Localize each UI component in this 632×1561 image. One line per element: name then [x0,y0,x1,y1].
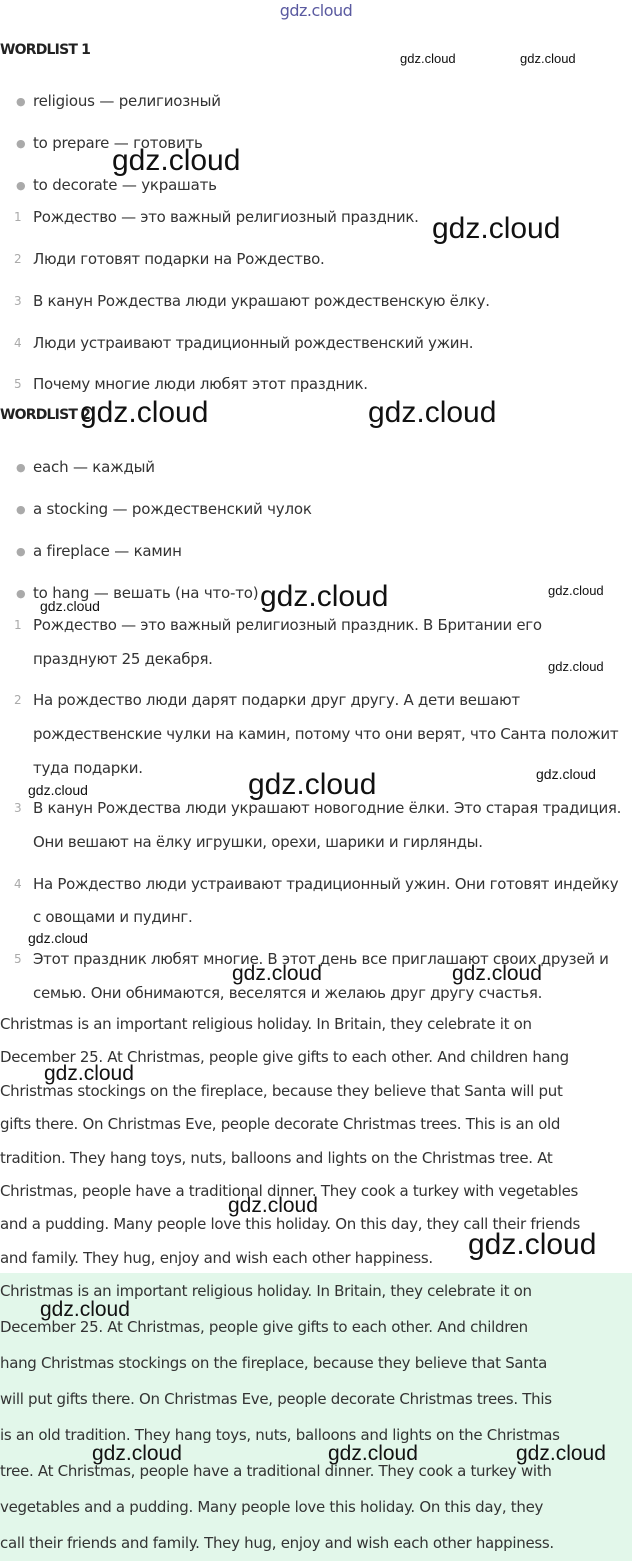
word-item: religious — религиозный [33,92,221,110]
sentence-line: с овощами и пудинг. [33,908,193,926]
answer-line: Christmas stockings on the fireplace, because they believe that Santa will put [0,1082,563,1100]
bullet-dot: ● [16,95,26,108]
sentence-line: В канун Рождества люди украшают новогодние ёлки. Это старая традиция. [33,799,622,817]
bullet-dot: ● [16,137,26,150]
bullet-dot: ● [16,503,26,516]
sentence-number: 3 [14,801,22,815]
sentence-line: рождественские чулки на камин, потому что они верят, что Санта положит [33,725,619,743]
sentence-line: празднуют 25 декабря. [33,650,213,668]
answer-line: and a pudding. Many people love this holiday. On this day, they call their friends [0,1215,580,1233]
word-item: to prepare — готовить [33,134,203,152]
sentence-line: В канун Рождества люди украшают рождественскую ёлку. [33,292,490,310]
word-item: to decorate — украшать [33,176,217,194]
sentence-number: 1 [14,618,22,632]
sentence-line: Люди устраивают традиционный рождественский ужин. [33,334,474,352]
answer-line: Christmas is an important religious holiday. In Britain, they celebrate it on [0,1015,532,1033]
watermark: gdz.cloud [92,1442,182,1465]
answer-box-line: vegetables and a pudding. Many people love this holiday. On this day, they [0,1498,544,1516]
sentence-line: Рождество — это важный религиозный праздник. [33,208,419,226]
watermark: gdz.cloud [368,396,497,429]
watermark: gdz.cloud [40,1298,130,1321]
watermark: gdz.cloud [328,1442,418,1465]
word-item: a stocking — рождественский чулок [33,500,312,518]
sentence-number: 1 [14,210,22,224]
sentence-number: 4 [14,336,22,350]
bullet-dot: ● [16,545,26,558]
watermark: gdz.cloud [248,768,377,801]
watermark: gdz.cloud [40,598,100,614]
sentence-number: 2 [14,252,22,266]
sentence-line: Рождество — это важный религиозный праздник. В Британии его [33,616,542,634]
answer-box-line: tree. At Christmas, people have a traditional dinner. They cook a turkey with [0,1462,552,1480]
answer-box-line: call their friends and family. They hug, enjoy and wish each other happiness. [0,1534,554,1552]
watermark: gdz.cloud [452,962,542,985]
sentence-line: туда подарки. [33,759,143,777]
watermark: gdz.cloud [80,396,209,429]
sentence-line: На Рождество люди устраивают традиционный ужин. Они готовят индейку [33,875,619,893]
answer-line: tradition. They hang toys, nuts, balloons and lights on the Christmas tree. At [0,1149,553,1167]
word-item: to hang — вешать (на что-то) [33,584,259,602]
bullet-dot: ● [16,461,26,474]
watermark: gdz.cloud [520,51,576,66]
watermark: gdz.cloud [28,782,88,798]
answer-box-line: Christmas is an important religious holiday. In Britain, they celebrate it on [0,1282,532,1300]
watermark: gdz.cloud [516,1442,606,1465]
sentence-number: 5 [14,952,22,966]
answer-box-line: is an old tradition. They hang toys, nuts, balloons and lights on the Christmas [0,1426,560,1444]
answer-line: Christmas, people have a traditional dinner. They cook a turkey with vegetables [0,1182,579,1200]
watermark: gdz.cloud [432,212,561,245]
answer-box-line: December 25. At Christmas, people give gifts to each other. And children [0,1318,528,1336]
answer-box-line: will put gifts there. On Christmas Eve, people decorate Christmas trees. This [0,1390,552,1408]
watermark: gdz.cloud [260,580,389,613]
watermark: gdz.cloud [228,1194,318,1217]
sentence-line: Почему многие люди любят этот праздник. [33,375,368,393]
answer-box-line: hang Christmas stockings on the fireplace, because they believe that Santa [0,1354,548,1372]
sentence-number: 2 [14,693,22,707]
sentence-number: 3 [14,294,22,308]
sentence-line: На рождество люди дарят подарки друг другу. А дети вешают [33,691,520,709]
watermark: gdz.cloud [112,144,241,177]
bullet-dot: ● [16,179,26,192]
watermark: gdz.cloud [548,659,604,674]
watermark: gdz.cloud [400,51,456,66]
site-title[interactable]: gdz.cloud [279,1,353,20]
sentence-line: Этот праздник любят многие. В этот день все приглашают своих друзей и [33,950,609,968]
answer-line: and family. They hug, enjoy and wish each other happiness. [0,1249,433,1267]
watermark: gdz.cloud [232,962,322,985]
watermark: gdz.cloud [536,766,596,782]
wordlist-2-heading: WORDLIST 2 [0,407,91,423]
sentence-line: Люди готовят подарки на Рождество. [33,250,325,268]
word-item: a fireplace — камин [33,542,182,560]
answer-line: gifts there. On Christmas Eve, people decorate Christmas trees. This is an old [0,1115,561,1133]
word-item: each — каждый [33,458,155,476]
watermark: gdz.cloud [468,1228,597,1261]
sentence-number: 4 [14,877,22,891]
sentence-line: семью. Они обнимаются, веселятся и желаюь друг другу счастья. [33,984,543,1002]
sentence-number: 5 [14,377,22,391]
wordlist-1-heading: WORDLIST 1 [0,42,91,58]
sentence-line: Они вешают на ёлку игрушки, орехи, шарики и гирлянды. [33,833,483,851]
bullet-dot: ● [16,587,26,600]
answer-line: December 25. At Christmas, people give gifts to each other. And children hang [0,1048,569,1066]
watermark: gdz.cloud [44,1062,134,1085]
watermark: gdz.cloud [548,583,604,598]
watermark: gdz.cloud [28,930,88,946]
